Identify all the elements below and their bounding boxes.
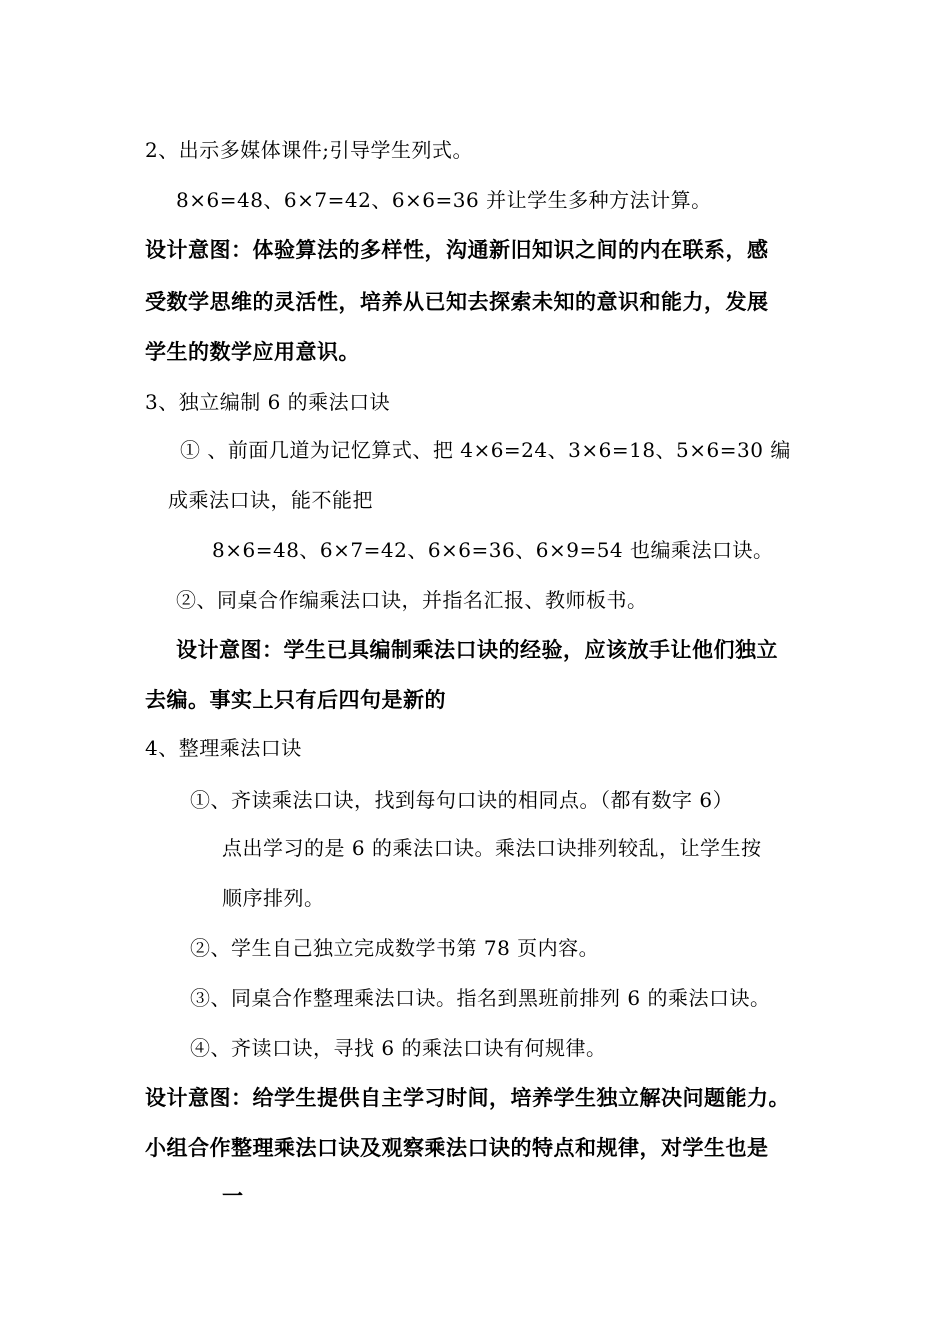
section-4-heading: 4、整理乘法口诀 — [145, 736, 302, 760]
design-intent-1-line-1: 设计意图：体验算法的多样性，沟通新旧知识之间的内在联系，感 — [145, 238, 769, 262]
design-intent-3-line-3: 一 — [222, 1184, 244, 1208]
item-2-line: ②、学生自己独立完成数学书第 78 页内容。 — [190, 936, 600, 960]
equation-line: 8×6=48、6×7=42、6×6=36 并让学生多种方法计算。 — [176, 188, 712, 212]
step-1-line-2: 成乘法口诀，能不能把 — [168, 488, 373, 512]
section-2-heading: 2、出示多媒体课件;引导学生列式。 — [145, 138, 473, 162]
design-intent-3-line-1: 设计意图：给学生提供自主学习时间，培养学生独立解决问题能力。 — [145, 1086, 790, 1110]
step-1-equations: 8×6=48、6×7=42、6×6=36、6×9=54 也编乘法口诀。 — [212, 538, 774, 562]
design-intent-2-line-2: 去编。事实上只有后四句是新的 — [145, 688, 446, 712]
item-1-line-3: 顺序排列。 — [222, 886, 325, 910]
design-intent-1-line-2: 受数学思维的灵活性，培养从已知去探索未知的意识和能力，发展 — [145, 290, 769, 314]
section-3-heading: 3、独立编制 6 的乘法口诀 — [145, 390, 391, 414]
step-1-line-1: ① 、前面几道为记忆算式、把 4×6=24、3×6=18、5×6=30 编 — [180, 438, 791, 462]
item-4-line: ④、齐读口诀，寻找 6 的乘法口诀有何规律。 — [190, 1036, 607, 1060]
item-1-line-2: 点出学习的是 6 的乘法口诀。乘法口诀排列较乱，让学生按 — [222, 836, 762, 860]
step-2-line: ②、同桌合作编乘法口诀，并指名汇报、教师板书。 — [176, 588, 648, 612]
item-3-line: ③、同桌合作整理乘法口诀。指名到黑班前排列 6 的乘法口诀。 — [190, 986, 771, 1010]
design-intent-2-line-1: 设计意图：学生已具编制乘法口诀的经验，应该放手让他们独立 — [176, 638, 778, 662]
design-intent-3-line-2: 小组合作整理乘法口诀及观察乘法口诀的特点和规律，对学生也是 — [145, 1136, 769, 1160]
item-1-line-1: ①、齐读乘法口诀，找到每句口诀的相同点。（都有数字 6） — [190, 788, 734, 812]
design-intent-1-line-3: 学生的数学应用意识。 — [145, 340, 360, 364]
